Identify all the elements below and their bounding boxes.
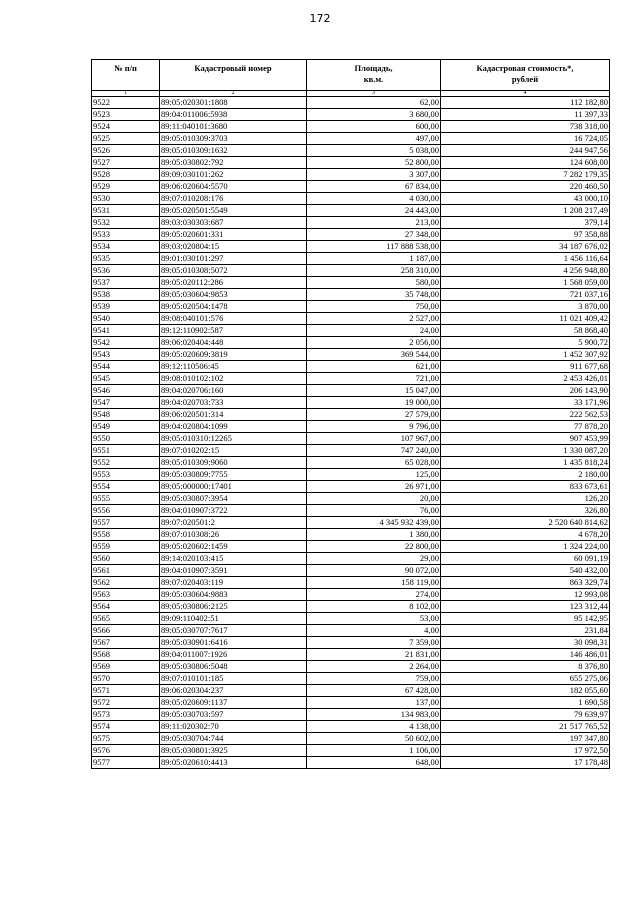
row-number: 9556 <box>92 505 160 517</box>
table-row <box>92 637 610 649</box>
cadastral-table <box>91 59 610 769</box>
row-number: 9523 <box>92 109 160 121</box>
column-number: 4 <box>441 91 610 97</box>
row-number: 9536 <box>92 265 160 277</box>
area-value: 22 800,00 <box>307 541 441 553</box>
row-number: 9540 <box>92 313 160 325</box>
area-value: 52 800,00 <box>307 157 441 169</box>
cost-value: 326,80 <box>441 505 610 517</box>
table-row <box>92 313 610 325</box>
row-number: 9550 <box>92 433 160 445</box>
cost-value: 3 870,00 <box>441 301 610 313</box>
table-row <box>92 505 610 517</box>
cadastral-number: 89:07:010101:185 <box>160 673 307 685</box>
area-value: 747 240,00 <box>307 445 441 457</box>
table-row <box>92 397 610 409</box>
area-value: 4,00 <box>307 625 441 637</box>
cadastral-number: 89:07:020501:2 <box>160 517 307 529</box>
cost-value: 206 143,90 <box>441 385 610 397</box>
cadastral-number: 89:07:020403:119 <box>160 577 307 589</box>
cadastral-number: 89:05:020504:1478 <box>160 301 307 313</box>
area-value: 5 038,00 <box>307 145 441 157</box>
cadastral-number: 89:07:010208:176 <box>160 193 307 205</box>
table-row <box>92 121 610 133</box>
area-value: 67 428,00 <box>307 685 441 697</box>
area-value: 2 264,00 <box>307 661 441 673</box>
area-value: 369 544,00 <box>307 349 441 361</box>
table-row <box>92 625 610 637</box>
cost-value: 95 142,95 <box>441 613 610 625</box>
cost-value: 244 947,56 <box>441 145 610 157</box>
cost-value: 11 397,33 <box>441 109 610 121</box>
area-value: 158 119,00 <box>307 577 441 589</box>
row-number: 9546 <box>92 385 160 397</box>
cost-value: 1 208 217,49 <box>441 205 610 217</box>
cadastral-number: 89:05:010309:3703 <box>160 133 307 145</box>
row-number: 9531 <box>92 205 160 217</box>
cadastral-number: 89:05:000000:17401 <box>160 481 307 493</box>
cadastral-number: 89:05:030707:7617 <box>160 625 307 637</box>
row-number: 9557 <box>92 517 160 529</box>
area-value: 62,00 <box>307 97 441 109</box>
area-value: 600,00 <box>307 121 441 133</box>
area-value: 19 000,00 <box>307 397 441 409</box>
cadastral-number: 89:08:040101:576 <box>160 313 307 325</box>
cadastral-number: 89:05:030802:792 <box>160 157 307 169</box>
row-number: 9525 <box>92 133 160 145</box>
table-row <box>92 349 610 361</box>
table-row <box>92 289 610 301</box>
row-number: 9526 <box>92 145 160 157</box>
cadastral-number: 89:12:110506:45 <box>160 361 307 373</box>
cadastral-number: 89:04:011006:5938 <box>160 109 307 121</box>
row-number: 9559 <box>92 541 160 553</box>
area-value: 27 348,00 <box>307 229 441 241</box>
cost-value: 112 182,80 <box>441 97 610 109</box>
table-row <box>92 577 610 589</box>
cost-value: 721 037,16 <box>441 289 610 301</box>
table-row <box>92 685 610 697</box>
cadastral-number: 89:06:020304:237 <box>160 685 307 697</box>
cost-value: 738 318,00 <box>441 121 610 133</box>
row-number: 9569 <box>92 661 160 673</box>
cost-value: 17 972,50 <box>441 745 610 757</box>
cadastral-number: 89:03:020804:15 <box>160 241 307 253</box>
table-row <box>92 673 610 685</box>
cadastral-number: 89:04:020706:160 <box>160 385 307 397</box>
cadastral-number: 89:05:030901:6416 <box>160 637 307 649</box>
row-number: 9524 <box>92 121 160 133</box>
cadastral-number: 89:09:030101:262 <box>160 169 307 181</box>
table-row <box>92 757 610 769</box>
cost-value: 1 690,58 <box>441 697 610 709</box>
cadastral-number: 89:05:020601:331 <box>160 229 307 241</box>
header-area: Площадь, кв.м. <box>307 60 441 91</box>
row-number: 9549 <box>92 421 160 433</box>
area-value: 213,00 <box>307 217 441 229</box>
table-row <box>92 721 610 733</box>
area-value: 9 796,00 <box>307 421 441 433</box>
row-number: 9532 <box>92 217 160 229</box>
row-number: 9522 <box>92 97 160 109</box>
cost-value: 182 055,60 <box>441 685 610 697</box>
cost-value: 123 312,44 <box>441 601 610 613</box>
table-row <box>92 709 610 721</box>
cadastral-number: 89:05:010309:9060 <box>160 457 307 469</box>
area-value: 4 345 932 439,00 <box>307 517 441 529</box>
column-number: 1 <box>92 91 160 97</box>
area-value: 1 187,00 <box>307 253 441 265</box>
page-number: 172 <box>309 12 331 25</box>
cost-value: 197 347,80 <box>441 733 610 745</box>
cadastral-number: 89:05:010309:1632 <box>160 145 307 157</box>
area-value: 26 971,00 <box>307 481 441 493</box>
cost-value: 33 171,96 <box>441 397 610 409</box>
row-number: 9564 <box>92 601 160 613</box>
header-number: № п/п <box>92 60 160 91</box>
row-number: 9528 <box>92 169 160 181</box>
area-value: 274,00 <box>307 589 441 601</box>
cadastral-number: 89:05:030806:2125 <box>160 601 307 613</box>
table-row <box>92 301 610 313</box>
cost-value: 655 275,06 <box>441 673 610 685</box>
cadastral-number: 89:05:020609:1137 <box>160 697 307 709</box>
row-number: 9538 <box>92 289 160 301</box>
cost-value: 1 435 818,24 <box>441 457 610 469</box>
cost-value: 1 568 059,00 <box>441 277 610 289</box>
cost-value: 126,20 <box>441 493 610 505</box>
area-value: 107 967,00 <box>307 433 441 445</box>
area-value: 53,00 <box>307 613 441 625</box>
cadastral-number: 89:05:020602:1459 <box>160 541 307 553</box>
cadastral-number: 89:07:010202:15 <box>160 445 307 457</box>
cadastral-number: 89:05:030807:3954 <box>160 493 307 505</box>
cost-value: 7 282 179,35 <box>441 169 610 181</box>
cost-value: 2 180,00 <box>441 469 610 481</box>
row-number: 9562 <box>92 577 160 589</box>
row-number: 9551 <box>92 445 160 457</box>
cost-value: 2 520 640 814,62 <box>441 517 610 529</box>
row-number: 9566 <box>92 625 160 637</box>
row-number: 9558 <box>92 529 160 541</box>
area-value: 2 056,00 <box>307 337 441 349</box>
table-row <box>92 469 610 481</box>
area-value: 648,00 <box>307 757 441 769</box>
table-row <box>92 193 610 205</box>
cadastral-number: 89:05:020610:4413 <box>160 757 307 769</box>
area-value: 7 359,00 <box>307 637 441 649</box>
row-number: 9567 <box>92 637 160 649</box>
cadastral-number: 89:04:011007:1926 <box>160 649 307 661</box>
area-value: 24 443,00 <box>307 205 441 217</box>
row-number: 9560 <box>92 553 160 565</box>
row-number: 9576 <box>92 745 160 757</box>
area-value: 67 834,00 <box>307 181 441 193</box>
row-number: 9544 <box>92 361 160 373</box>
cost-value: 8 376,80 <box>441 661 610 673</box>
area-value: 24,00 <box>307 325 441 337</box>
table-row <box>92 133 610 145</box>
cadastral-number: 89:05:030704:744 <box>160 733 307 745</box>
cost-value: 222 562,53 <box>441 409 610 421</box>
cadastral-number: 89:05:030604:9853 <box>160 289 307 301</box>
cost-value: 231,84 <box>441 625 610 637</box>
table-row <box>92 97 610 109</box>
cost-value: 907 453,99 <box>441 433 610 445</box>
cadastral-number: 89:05:010310:12265 <box>160 433 307 445</box>
table-row <box>92 553 610 565</box>
row-number: 9535 <box>92 253 160 265</box>
row-number: 9541 <box>92 325 160 337</box>
cost-value: 1 324 224,00 <box>441 541 610 553</box>
cadastral-number: 89:04:020703:733 <box>160 397 307 409</box>
table-row <box>92 337 610 349</box>
cadastral-number: 89:05:030809:7755 <box>160 469 307 481</box>
table-row <box>92 457 610 469</box>
row-number: 9548 <box>92 409 160 421</box>
table-row <box>92 649 610 661</box>
area-value: 3 680,00 <box>307 109 441 121</box>
row-number: 9577 <box>92 757 160 769</box>
cost-value: 21 517 765,52 <box>441 721 610 733</box>
table-row <box>92 253 610 265</box>
area-value: 1 106,00 <box>307 745 441 757</box>
cadastral-number: 89:03:030303:687 <box>160 217 307 229</box>
table-row <box>92 421 610 433</box>
cadastral-number: 89:06:020604:5570 <box>160 181 307 193</box>
table-row <box>92 145 610 157</box>
row-number: 9561 <box>92 565 160 577</box>
table-row <box>92 409 610 421</box>
cadastral-number: 89:04:010907:3591 <box>160 565 307 577</box>
row-number: 9545 <box>92 373 160 385</box>
cost-value: 1 452 307,92 <box>441 349 610 361</box>
cadastral-number: 89:05:030703:597 <box>160 709 307 721</box>
cadastral-number: 89:11:020302:70 <box>160 721 307 733</box>
cadastral-number: 89:05:010308:5072 <box>160 265 307 277</box>
column-number: 3 <box>307 91 441 97</box>
cost-value: 77 878,20 <box>441 421 610 433</box>
cadastral-number: 89:07:010308:26 <box>160 529 307 541</box>
cadastral-number: 89:08:010102:102 <box>160 373 307 385</box>
table-row <box>92 181 610 193</box>
cost-value: 12 993,08 <box>441 589 610 601</box>
cadastral-number: 89:06:020501:314 <box>160 409 307 421</box>
area-value: 21 831,00 <box>307 649 441 661</box>
table-row <box>92 565 610 577</box>
cost-value: 43 000,10 <box>441 193 610 205</box>
table-row <box>92 529 610 541</box>
cost-value: 379,14 <box>441 217 610 229</box>
area-value: 125,00 <box>307 469 441 481</box>
cadastral-number: 89:05:020609:3819 <box>160 349 307 361</box>
cost-value: 4 256 948,80 <box>441 265 610 277</box>
table-row <box>92 157 610 169</box>
area-value: 721,00 <box>307 373 441 385</box>
row-number: 9570 <box>92 673 160 685</box>
area-value: 3 307,00 <box>307 169 441 181</box>
cadastral-number: 89:01:030101:297 <box>160 253 307 265</box>
cost-value: 146 486,01 <box>441 649 610 661</box>
table-row <box>92 373 610 385</box>
row-number: 9565 <box>92 613 160 625</box>
table-row <box>92 733 610 745</box>
area-value: 497,00 <box>307 133 441 145</box>
area-value: 2 527,00 <box>307 313 441 325</box>
cadastral-number: 89:05:030604:9883 <box>160 589 307 601</box>
area-value: 4 030,00 <box>307 193 441 205</box>
cost-value: 30 098,31 <box>441 637 610 649</box>
cost-value: 863 329,74 <box>441 577 610 589</box>
row-number: 9539 <box>92 301 160 313</box>
row-number: 9547 <box>92 397 160 409</box>
area-value: 50 602,00 <box>307 733 441 745</box>
cadastral-number: 89:05:020112:286 <box>160 277 307 289</box>
row-number: 9572 <box>92 697 160 709</box>
cost-value: 97 358,88 <box>441 229 610 241</box>
table-row <box>92 265 610 277</box>
area-value: 580,00 <box>307 277 441 289</box>
cadastral-number: 89:05:020301:1808 <box>160 97 307 109</box>
table-row <box>92 745 610 757</box>
cost-value: 79 639,97 <box>441 709 610 721</box>
row-number: 9533 <box>92 229 160 241</box>
area-value: 258 310,00 <box>307 265 441 277</box>
row-number: 9568 <box>92 649 160 661</box>
row-number: 9574 <box>92 721 160 733</box>
row-number: 9573 <box>92 709 160 721</box>
cost-value: 60 091,19 <box>441 553 610 565</box>
row-number: 9530 <box>92 193 160 205</box>
row-number: 9571 <box>92 685 160 697</box>
table-row <box>92 361 610 373</box>
row-number: 9542 <box>92 337 160 349</box>
cadastral-number: 89:06:020404:448 <box>160 337 307 349</box>
area-value: 134 983,00 <box>307 709 441 721</box>
area-value: 65 028,00 <box>307 457 441 469</box>
table-row <box>92 613 610 625</box>
cost-value: 4 678,20 <box>441 529 610 541</box>
row-number: 9534 <box>92 241 160 253</box>
area-value: 76,00 <box>307 505 441 517</box>
cadastral-number: 89:12:110902:587 <box>160 325 307 337</box>
table-row <box>92 241 610 253</box>
cadastral-number: 89:05:020501:5549 <box>160 205 307 217</box>
header-cost: Кадастровая стоимость*, рублей <box>441 60 610 91</box>
area-value: 29,00 <box>307 553 441 565</box>
area-value: 4 138,00 <box>307 721 441 733</box>
cost-value: 17 178,48 <box>441 757 610 769</box>
row-number: 9537 <box>92 277 160 289</box>
area-value: 1 380,00 <box>307 529 441 541</box>
row-number: 9555 <box>92 493 160 505</box>
cost-value: 833 673,61 <box>441 481 610 493</box>
cost-value: 1 330 087,20 <box>441 445 610 457</box>
area-value: 621,00 <box>307 361 441 373</box>
table-row <box>92 517 610 529</box>
area-value: 750,00 <box>307 301 441 313</box>
table-row <box>92 589 610 601</box>
cost-value: 911 677,68 <box>441 361 610 373</box>
area-value: 35 748,00 <box>307 289 441 301</box>
area-value: 759,00 <box>307 673 441 685</box>
cost-value: 34 187 676,02 <box>441 241 610 253</box>
table-row <box>92 601 610 613</box>
table-row <box>92 445 610 457</box>
cadastral-number: 89:14:020103:415 <box>160 553 307 565</box>
cadastral-number: 89:04:020804:1099 <box>160 421 307 433</box>
table-row <box>92 205 610 217</box>
cadastral-number: 89:11:040101:3680 <box>160 121 307 133</box>
header-cadastral-number: Кадастровый номер <box>160 60 307 91</box>
row-number: 9563 <box>92 589 160 601</box>
cost-value: 2 453 426,01 <box>441 373 610 385</box>
header-row <box>92 60 610 91</box>
row-number: 9575 <box>92 733 160 745</box>
table-row <box>92 481 610 493</box>
area-value: 20,00 <box>307 493 441 505</box>
table-row <box>92 109 610 121</box>
table-row <box>92 541 610 553</box>
row-number: 9553 <box>92 469 160 481</box>
table-row <box>92 169 610 181</box>
cost-value: 540 432,00 <box>441 565 610 577</box>
column-number: 2 <box>160 91 307 97</box>
row-number: 9552 <box>92 457 160 469</box>
area-value: 27 579,00 <box>307 409 441 421</box>
cost-value: 16 724,05 <box>441 133 610 145</box>
row-number: 9543 <box>92 349 160 361</box>
cost-value: 220 460,50 <box>441 181 610 193</box>
row-number: 9554 <box>92 481 160 493</box>
cadastral-number: 89:09:110402:51 <box>160 613 307 625</box>
table-row <box>92 493 610 505</box>
area-value: 137,00 <box>307 697 441 709</box>
cost-value: 11 021 409,42 <box>441 313 610 325</box>
cost-value: 58 868,40 <box>441 325 610 337</box>
area-value: 15 047,00 <box>307 385 441 397</box>
row-number: 9527 <box>92 157 160 169</box>
cadastral-number: 89:04:010907:3722 <box>160 505 307 517</box>
cost-value: 5 900,72 <box>441 337 610 349</box>
table-row <box>92 661 610 673</box>
row-number: 9529 <box>92 181 160 193</box>
table-row <box>92 697 610 709</box>
table-row <box>92 385 610 397</box>
table-row <box>92 277 610 289</box>
area-value: 8 102,00 <box>307 601 441 613</box>
cost-value: 124 608,00 <box>441 157 610 169</box>
area-value: 90 072,00 <box>307 565 441 577</box>
cadastral-number: 89:05:030801:3925 <box>160 745 307 757</box>
table-row <box>92 325 610 337</box>
cost-value: 1 456 116,64 <box>441 253 610 265</box>
area-value: 117 888 538,00 <box>307 241 441 253</box>
table-row <box>92 433 610 445</box>
table-row <box>92 229 610 241</box>
table-row <box>92 217 610 229</box>
cadastral-number: 89:05:030806:5048 <box>160 661 307 673</box>
